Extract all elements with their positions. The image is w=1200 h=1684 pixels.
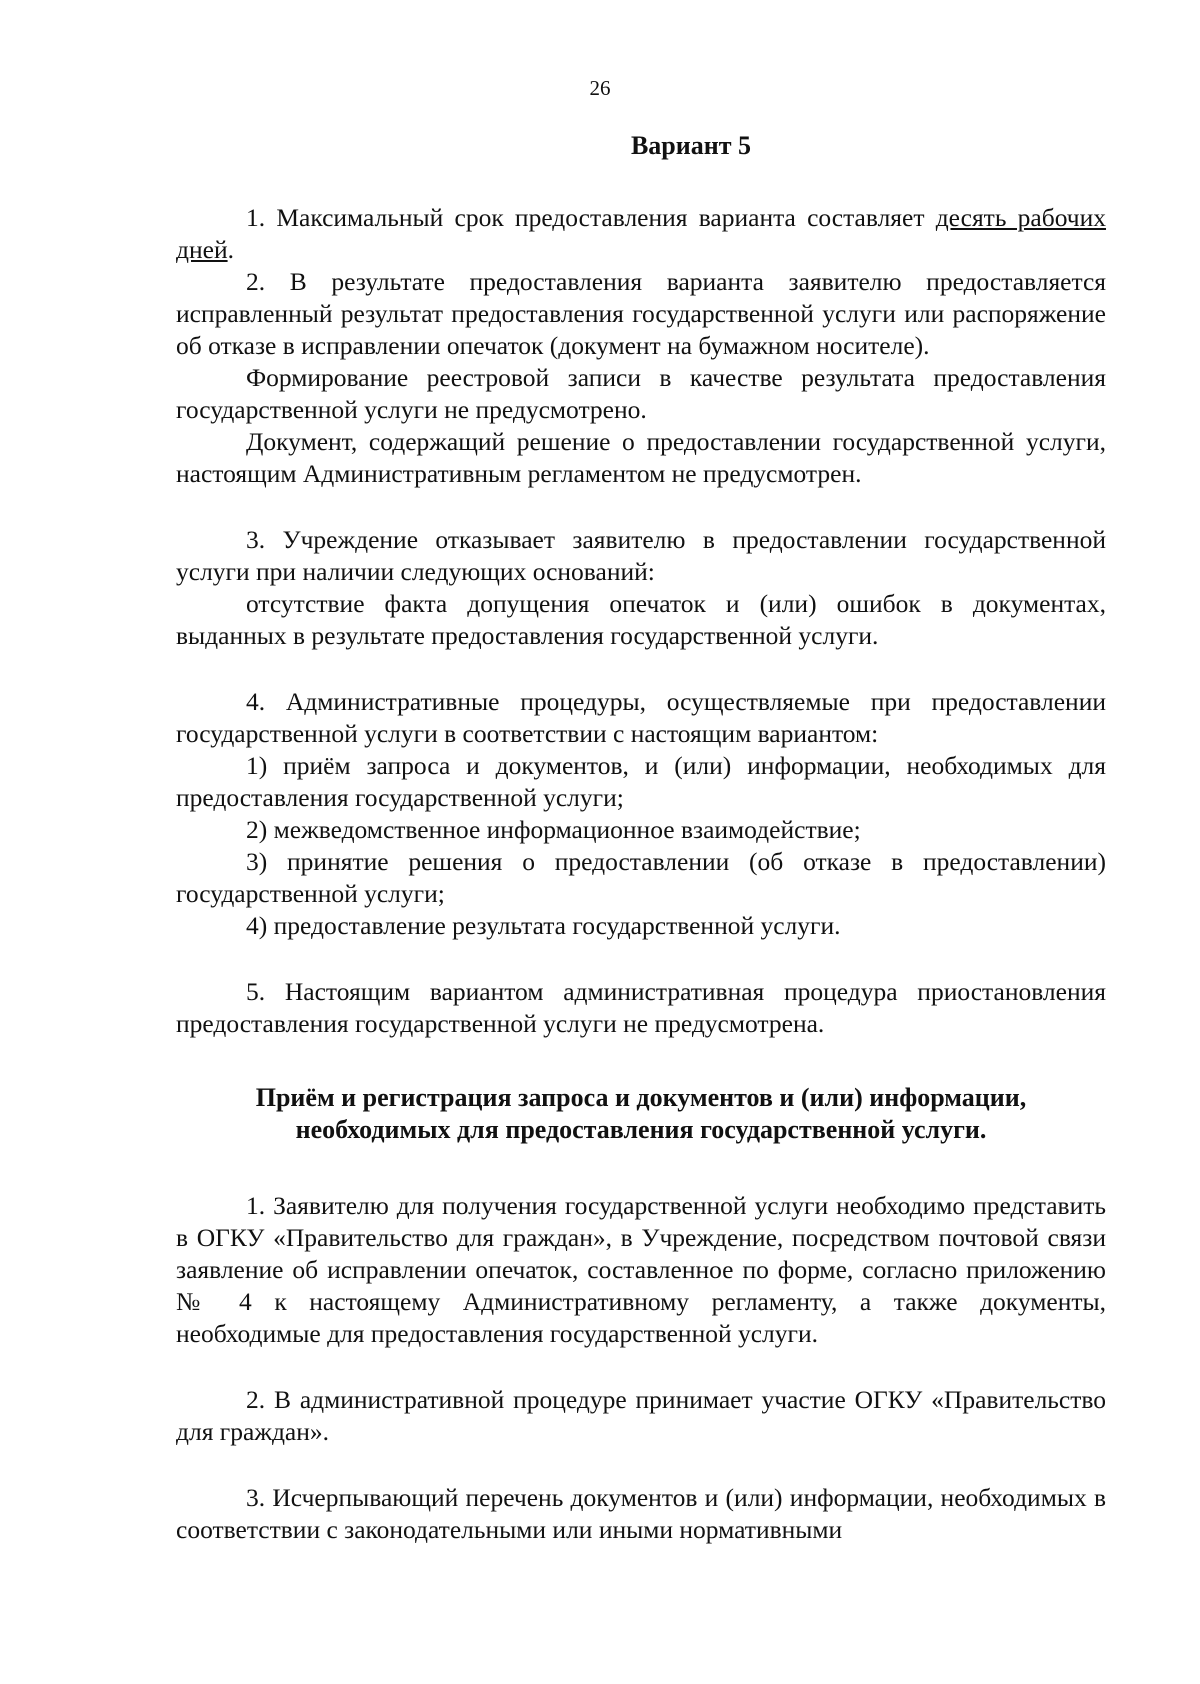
document-body	[176, 130, 1106, 1546]
paragraph-5: 5. Настоящим вариантом административная процедура приостановления предоставления государственной услуги не предусмотрена.	[176, 977, 1106, 1038]
variant-title: Вариант 5	[630, 131, 752, 160]
paragraph-1-text: 1. Максимальный срок предоставления варианта составляет	[246, 203, 936, 232]
paragraph-4: 4. Административные процедуры, осуществляемые при предоставлении государственной услуги в соответствии с настоящим вариантом:	[176, 687, 1106, 748]
paragraph-2: 2. В результате предоставления варианта заявителю предоставляется исправленный результат предоставления государственной услуги или распоряжение об отказе в исправлении опечаток (документ на бумажном носителе).	[176, 267, 1106, 360]
list-item: 3) принятие решения о предоставлении (об отказе в предоставлении) государственной услуги;	[176, 847, 1106, 908]
section-paragraph-1: 1. Заявителю для получения государственной услуги необходимо представить в ОГКУ «Правительство для граждан», в Учреждение, посредством почтовой связи заявление об исправлении опечаток, составленное по форме, согласно приложению № 4 к настоящему Административному регламенту, а также документы, необходимые для предоставления государственной услуги.	[176, 1191, 1106, 1348]
section-paragraph-3: 3. Исчерпывающий перечень документов и (или) информации, необходимых в соответствии с законодательными или иными нормативными	[176, 1483, 1106, 1544]
paragraph-1-end: .	[227, 235, 234, 264]
list-item: 1) приём запроса и документов, и (или) информации, необходимых для предоставления государственной услуги;	[176, 751, 1106, 812]
paragraph-1-underlined: десять рабочих дней	[176, 203, 1107, 264]
page-number: 26	[589, 76, 611, 100]
list-item: 4) предоставление результата государственной услуги.	[246, 911, 841, 940]
section-heading-line-1: Приём и регистрация запроса и документов и (или) информации,	[255, 1083, 1027, 1112]
list-item: 2) межведомственное информационное взаимодействие;	[246, 815, 861, 844]
paragraph-2c: Документ, содержащий решение о предоставлении государственной услуги, настоящим Административным регламентом не предусмотрен.	[176, 427, 1106, 488]
section-heading-line-2: необходимых для предоставления государственной услуги.	[295, 1115, 987, 1144]
paragraph-3: 3. Учреждение отказывает заявителю в предоставлении государственной услуги при наличии следующих оснований:	[176, 525, 1106, 586]
section-paragraph-2: 2. В административной процедуре принимает участие ОГКУ «Правительство для граждан».	[176, 1385, 1106, 1446]
paragraph-3a: отсутствие факта допущения опечаток и (или) ошибок в документах, выданных в результате предоставления государственной услуги.	[176, 589, 1106, 650]
section-heading	[176, 1082, 1106, 1146]
paragraph-1	[176, 202, 1106, 266]
paragraph-2b: Формирование реестровой записи в качестве результата предоставления государственной услуги не предусмотрено.	[176, 363, 1106, 424]
